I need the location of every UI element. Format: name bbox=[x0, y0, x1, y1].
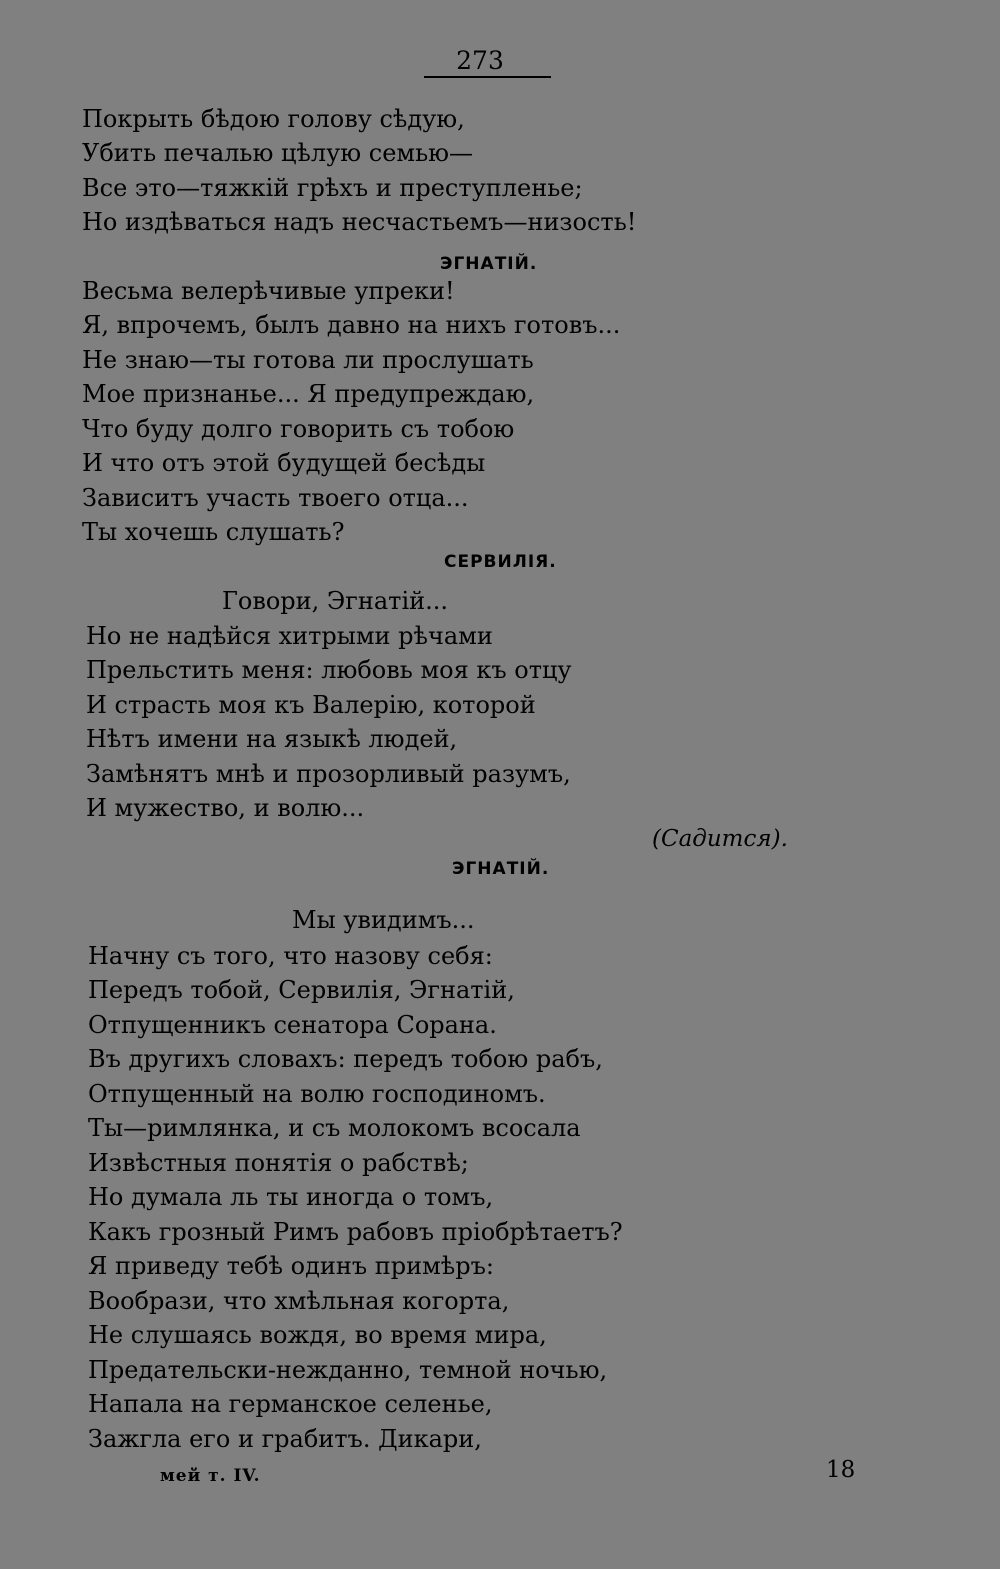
verse-line: Извѣстныя понятія о рабствѣ; bbox=[88, 1149, 469, 1177]
verse-line: Отпущенный на волю господиномъ. bbox=[88, 1080, 546, 1108]
verse-line: Въ другихъ словахъ: передъ тобою рабъ, bbox=[88, 1045, 603, 1073]
stage-direction: (Садится). bbox=[652, 826, 788, 852]
speaker-name: ЭГНАТІЙ. bbox=[440, 254, 538, 274]
verse-line: Вообрази, что хмѣльная когорта, bbox=[88, 1287, 510, 1315]
verse-line: Замѣнятъ мнѣ и прозорливый разумъ, bbox=[86, 760, 571, 788]
verse-line: Ты—римлянка, и съ молокомъ всосала bbox=[88, 1114, 581, 1142]
speaker-name: СЕРВИЛІЯ. bbox=[444, 552, 557, 572]
verse-line: И страсть моя къ Валерію, которой bbox=[86, 691, 536, 719]
verse-line: Предательски-нежданно, темной ночью, bbox=[88, 1356, 608, 1384]
verse-line: Но думала ль ты иногда о томъ, bbox=[88, 1183, 494, 1211]
verse-line: Передъ тобой, Сервилія, Эгнатій, bbox=[88, 976, 515, 1004]
verse-line: Весьма велерѣчивые упреки! bbox=[82, 277, 455, 305]
verse-line: Начну съ того, что назову себя: bbox=[88, 942, 493, 970]
page-number: 273 bbox=[456, 46, 504, 75]
verse-line: Я приведу тебѣ одинъ примѣръ: bbox=[88, 1252, 494, 1280]
footer-volume-mark: мей т. IV. bbox=[160, 1466, 261, 1486]
verse-line: Напала на германское селенье, bbox=[88, 1390, 493, 1418]
speaker-name: ЭГНАТІЙ. bbox=[452, 859, 550, 879]
verse-line: Но издѣваться надъ несчастьемъ—низость! bbox=[82, 208, 637, 236]
verse-line: Какъ грозный Римъ рабовъ пріобрѣтаетъ? bbox=[88, 1218, 623, 1246]
verse-line: И что отъ этой будущей бесѣды bbox=[82, 449, 486, 477]
verse-line: Не слушаясь вождя, во время мира, bbox=[88, 1321, 547, 1349]
verse-line: Зависитъ участь твоего отца... bbox=[82, 484, 469, 512]
verse-line: Мы увидимъ... bbox=[292, 906, 475, 934]
verse-line: Что буду долго говорить съ тобою bbox=[82, 415, 515, 443]
verse-line: Мое признанье... Я предупреждаю, bbox=[82, 380, 535, 408]
footer-signature-number: 18 bbox=[826, 1457, 856, 1483]
verse-line: Ты хочешь слушать? bbox=[82, 518, 345, 546]
page-number-rule bbox=[424, 76, 551, 78]
verse-line: Прельстить меня: любовь моя къ отцу bbox=[86, 656, 572, 684]
verse-line: Зажгла его и грабитъ. Дикари, bbox=[88, 1425, 482, 1453]
verse-line: Не знаю—ты готова ли прослушать bbox=[82, 346, 534, 374]
verse-line: И мужество, и волю... bbox=[86, 794, 365, 822]
verse-line: Нѣтъ имени на языкѣ людей, bbox=[86, 725, 458, 753]
verse-line: Я, впрочемъ, былъ давно на нихъ готовъ... bbox=[82, 311, 621, 339]
verse-line: Покрыть бѣдою голову сѣдую, bbox=[82, 105, 465, 133]
verse-line: Все это—тяжкій грѣхъ и преступленье; bbox=[82, 174, 583, 202]
verse-line: Убить печалью цѣлую семью— bbox=[82, 139, 474, 167]
verse-line: Говори, Эгнатій... bbox=[222, 587, 448, 615]
verse-line: Но не надѣйся хитрыми рѣчами bbox=[86, 622, 493, 650]
verse-line: Отпущенникъ сенатора Сорана. bbox=[88, 1011, 497, 1039]
